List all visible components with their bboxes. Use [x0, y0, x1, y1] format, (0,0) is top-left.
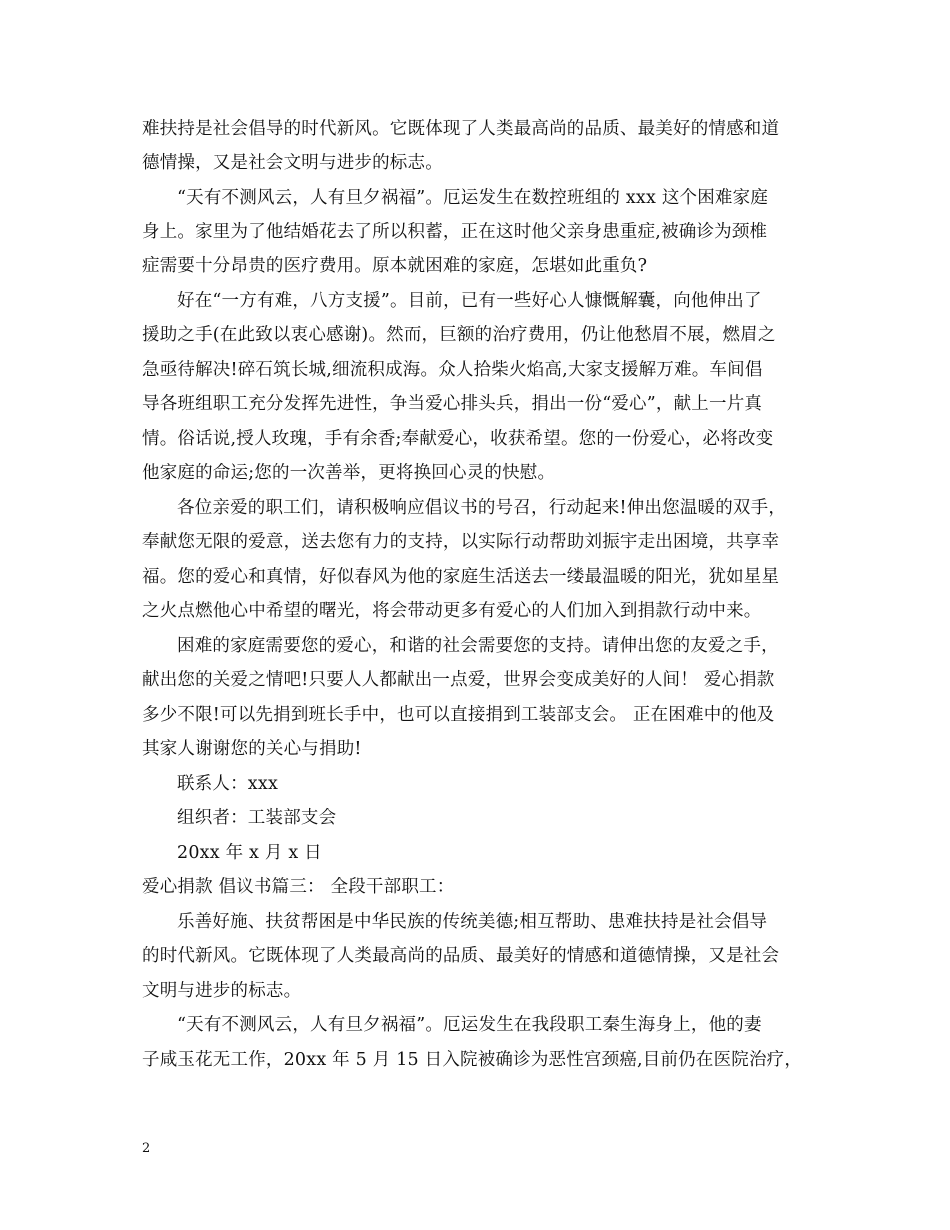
- text-line: 联系人：xxx: [177, 774, 279, 794]
- text-line: “天有不测风云，人有旦夕祸福”。厄运发生在数控班组的 xxx 这个困难家庭: [177, 188, 769, 208]
- text-line: 20xx 年 x 月 x 日: [177, 843, 322, 863]
- text-line: 爱心捐款 倡议书篇三： 全段干部职工：: [142, 877, 455, 897]
- text-line: 导各班组职工充分发挥先进性，争当爱心排头兵，捐出一份“爱心”，献上一片真: [142, 394, 763, 414]
- text-line: 各位亲爱的职工们，请积极响应倡议书的号召，行动起来!伸出您温暖的双手，: [177, 498, 787, 518]
- text-line: 情。俗话说,授人玫瑰，手有余香;奉献爱心，收获希望。您的一份爱心，必将改变: [142, 429, 774, 449]
- text-line: 急亟待解决!碎石筑长城,细流积成海。众人拾柴火焰高,大家支援解万难。车间倡: [142, 360, 763, 380]
- text-line: 困难的家庭需要您的爱心，和谐的社会需要您的支持。请伸出您的友爱之手，: [177, 636, 779, 656]
- text-line: 子咸玉花无工作，20xx 年 5 月 15 日入院被确诊为恶性宫颈癌,目前仍在医院治疗，: [142, 1050, 803, 1070]
- text-line: 援助之手(在此致以衷心感谢)。然而，巨额的治疗费用，仍让他愁眉不展，燃眉之: [142, 325, 776, 345]
- text-line: 乐善好施、扶贫帮困是中华民族的传统美德;相互帮助、患难扶持是社会倡导: [177, 912, 768, 932]
- text-line: 其家人谢谢您的关心与捐助!: [142, 739, 362, 759]
- text-line: “天有不测风云，人有旦夕祸福”。厄运发生在我段职工秦生海身上，他的妻: [177, 1015, 762, 1035]
- text-line: 文明与进步的标志。: [142, 981, 302, 1001]
- text-line: 好在“一方有难，八方支援”。目前，已有一些好心人慷慨解囊，向他伸出了: [177, 291, 762, 311]
- text-line: 献出您的关爱之情吧!只要人人都献出一点爱，世界会变成美好的人间！ 爱心捐款: [142, 670, 775, 690]
- text-line: 组织者：工装部支会: [177, 808, 337, 828]
- text-line: 身上。家里为了他结婚花去了所以积蓄，正在这时他父亲身患重症,被确诊为颈椎: [142, 222, 768, 242]
- text-line: 难扶持是社会倡导的时代新风。它既体现了人类最高尚的品质、最美好的情感和道: [142, 119, 780, 139]
- text-line: 症需要十分昂贵的医疗费用。原本就困难的家庭，怎堪如此重负?: [142, 256, 648, 276]
- text-line: 的时代新风。它既体现了人类最高尚的品质、最美好的情感和道德情操，又是社会: [142, 946, 780, 966]
- page-number: 2: [142, 1141, 151, 1156]
- text-line: 之火点燃他心中希望的曙光，将会带动更多有爱心的人们加入到捐款行动中来。: [142, 601, 762, 621]
- text-line: 德情操，又是社会文明与进步的标志。: [142, 153, 443, 173]
- text-line: 多少不限!可以先捐到班长手中，也可以直接捐到工装部支会。 正在困难中的他及: [142, 705, 775, 725]
- text-line: 他家庭的命运;您的一次善举，更将换回心灵的快慰。: [142, 463, 556, 483]
- text-line: 福。您的爱心和真情，好似春风为他的家庭生活送去一缕最温暖的阳光，犹如星星: [142, 567, 780, 587]
- text-line: 奉献您无限的爱意，送去您有力的支持，以实际行动帮助刘振宇走出困境，共享幸: [142, 532, 780, 552]
